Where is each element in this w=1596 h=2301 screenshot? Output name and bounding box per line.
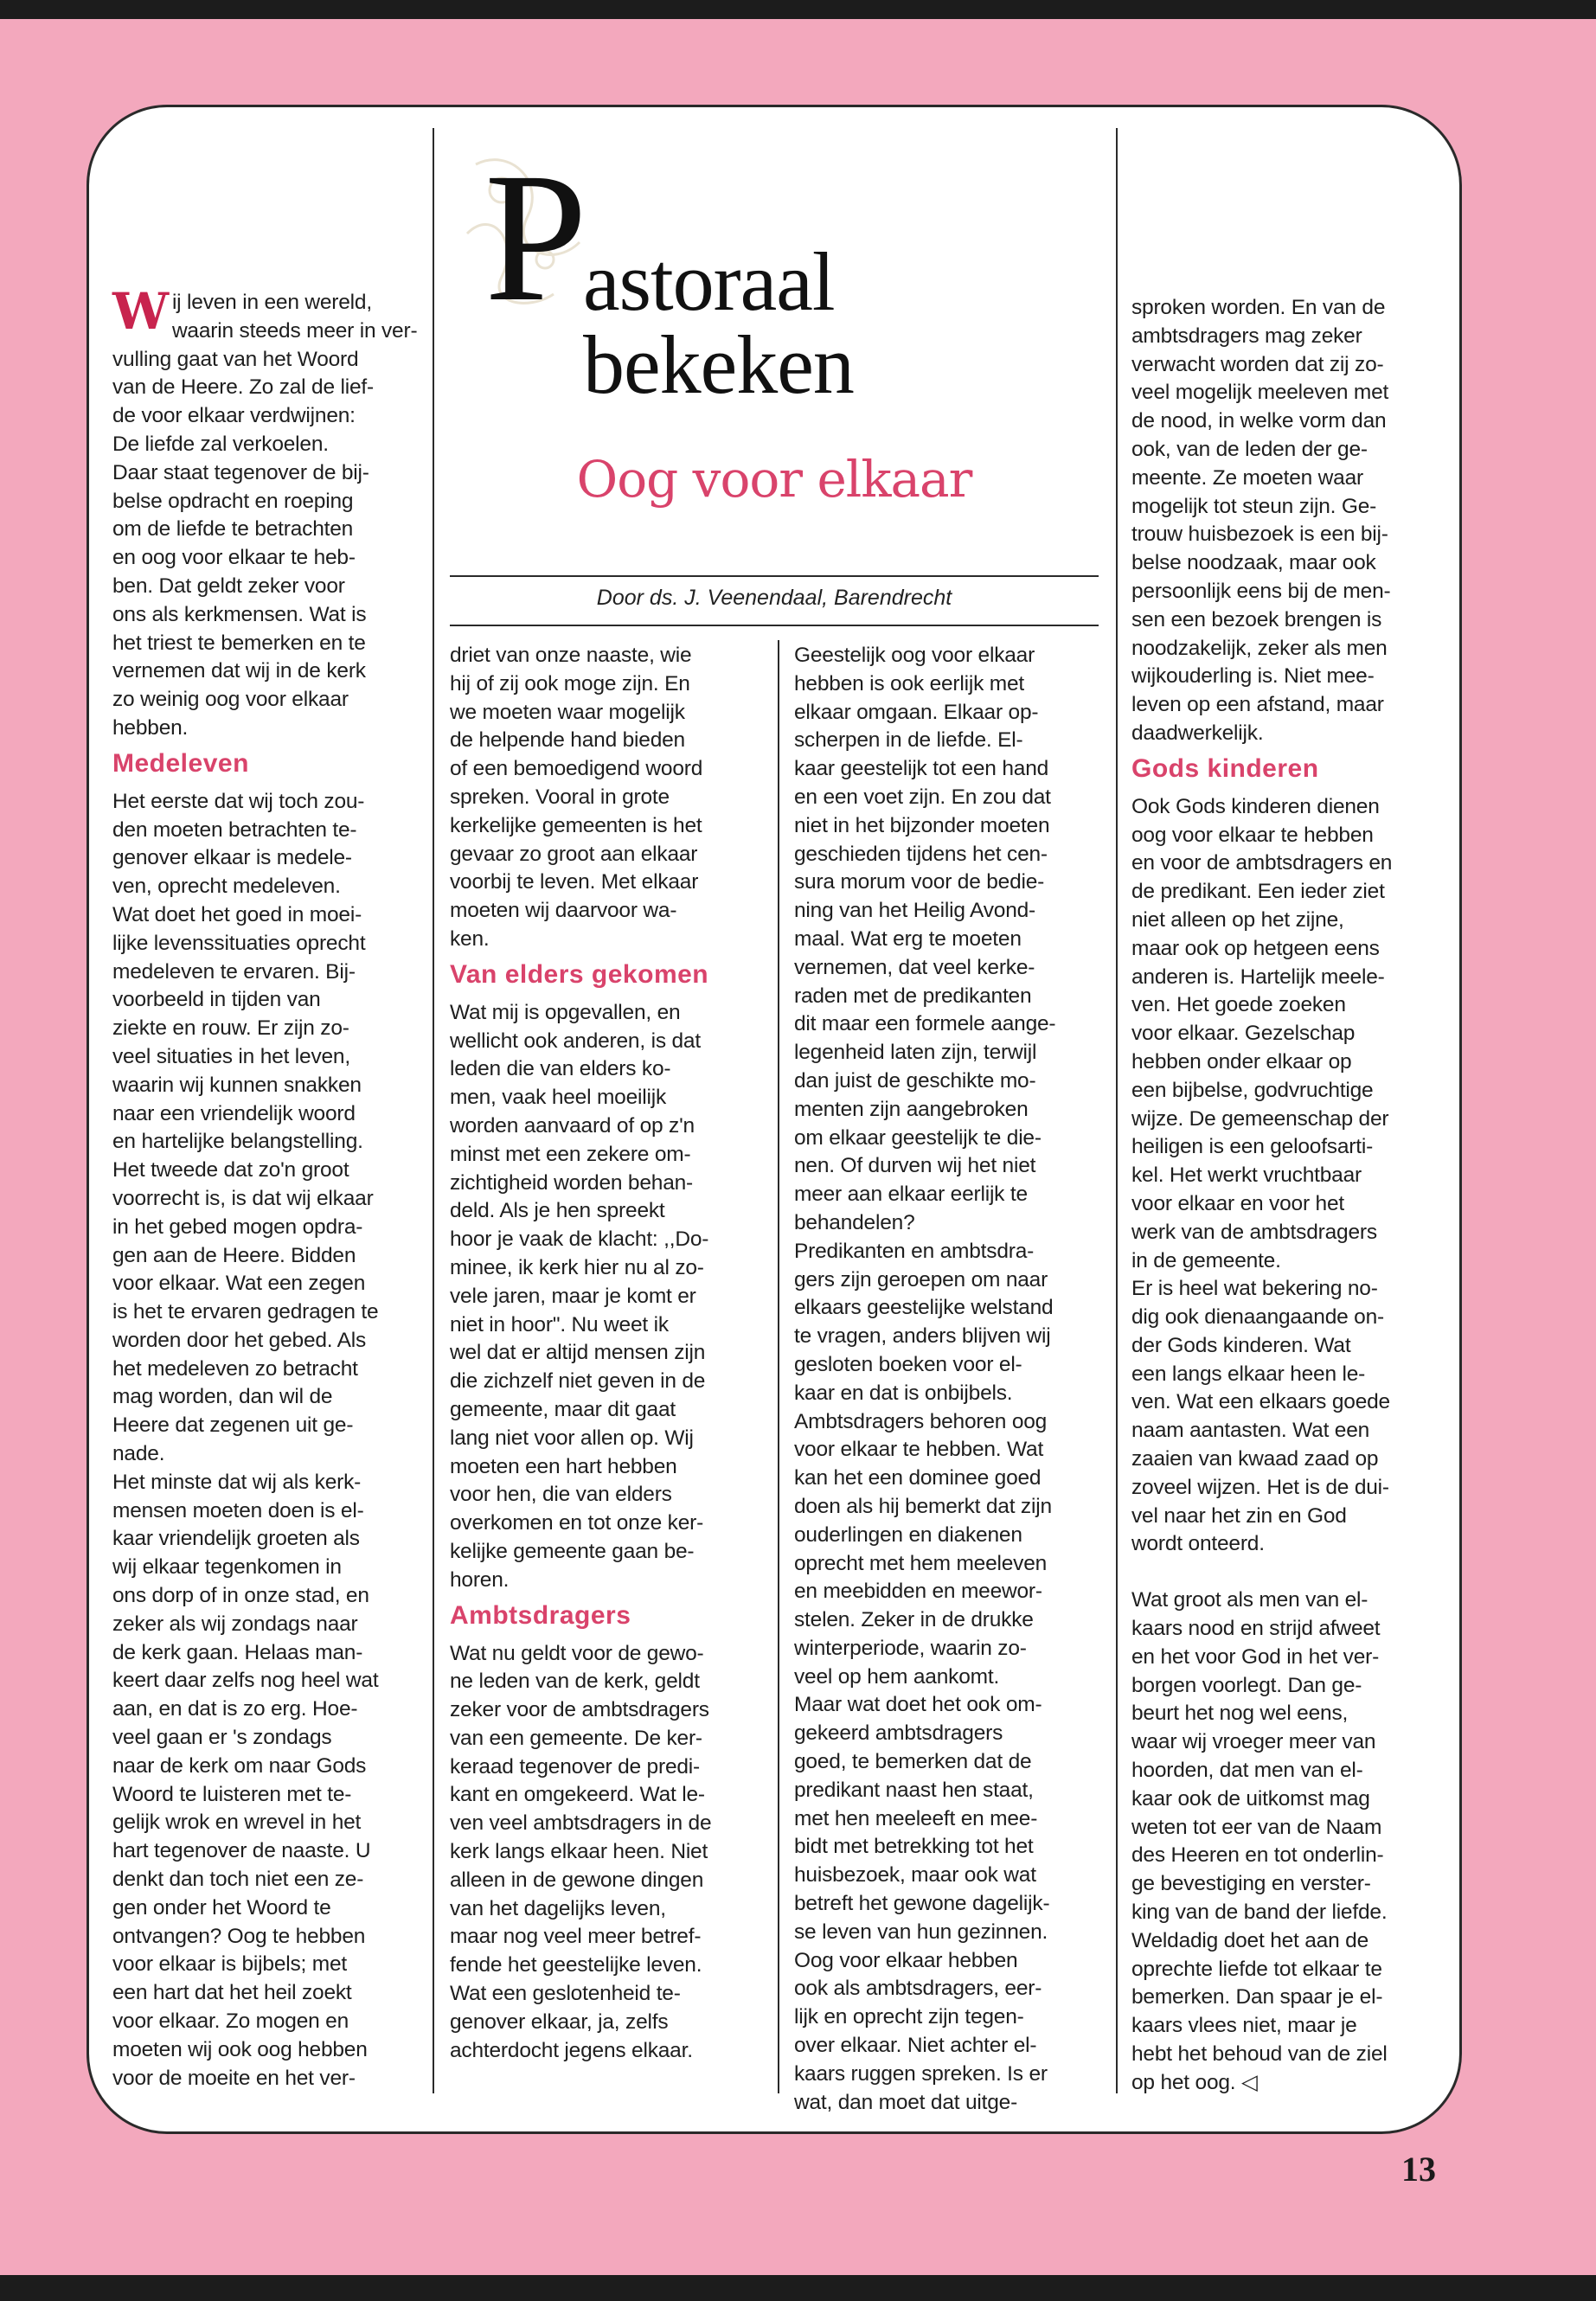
bottom-border xyxy=(0,2275,1596,2301)
column-1 xyxy=(112,282,424,2093)
body-col3: Geestelijk oog voor elkaar hebben is ook eerlijk met elkaar omgaan. Elkaar op- scherpen in de liefde. El- kaar geestelijk tot een hand en een voet zijn. En zou dat niet in het bijzonder moeten geschieden tijdens het cen- sura morum voor de bedie- ning van het Heilig Avond- maal. Wat erg te moeten vernemen, dat veel kerke- raden met de predikanten dit maar een formele aange- legenheid laten zijn, terwijl dan juist de geschikte mo- menten zijn aangebroken om elkaar geestelijk te die- nen. Of durven wij het niet meer aan elkaar eerlijk te behandelen? Predikanten en ambtsdra- gers zijn geroepen om naar elkaars geestelijke welstand te vragen, anders blijven wij gesloten boeken voor el- kaar en dat is onbijbels. Ambtsdragers behoren oog voor elkaar te hebben. Wat kan het een dominee goed doen als hij bemerkt dat zijn ouderlingen en diakenen oprecht met hem meeleven en meebidden en meewor- stelen. Zeker in de drukke winterperiode, waarin zo- veel op hem aankomt. Maar wat doet het ook om- gekeerd ambtsdragers goed, te bemerken dat de predikant naast hen staat, met hen meeleeft en mee- bidt met betrekking tot het huisbezoek, maar ook wat betreft het gewone dagelijk- se leven van hun gezinnen. Oog voor elkaar hebben ook als ambtsdragers, eer- lijk en oprecht zijn tegen- over elkaar. Niet achter el- kaars ruggen spreken. Is er wat, dan moet dat uitge- xyxy=(794,644,1056,2114)
byline: Door ds. J. Veenendaal, Barendrecht xyxy=(596,586,952,610)
page-number: 13 xyxy=(1401,2150,1436,2189)
heading-gods-kinderen: Gods kinderen xyxy=(1131,753,1319,783)
body-van-elders-gekomen: Wat mij is opgevallen, en wellicht ook anderen, is dat leden die van elders ko- men, vaak heel moeilijk worden aanvaard of op z'n minst met een zekere om- zichtigheid worden behan- deld. Als je hen spreekt hoor je vaak de klacht: ,,Do- minee, ik kerk hier nu al zo- vele jaren, maar je komt er niet in hoor". Nu weet ik wel dat er altijd mensen zijn die zichzelf niet geven in de gemeente, maar dit gaat lang niet voor allen op. Wij moeten een hart hebben voor hen, die van elders overkomen en tot onze ker- kelijke gemeente gaan be- horen. xyxy=(450,1000,709,1592)
body-col4-start: sproken worden. En van de ambtsdragers mag zeker verwacht worden dat zij zo- veel mogelijk meeleven met de nood, in welke vorm dan ook, van de leden der ge- meente. Ze moeten waar mogelijk tot steun zijn. Ge- trouw huisbezoek is een bij- belse noodzaak, maar ook persoonlijk eens bij de men- sen een bezoek brengen is noodzakelijk, zeker als men wijkouderling is. Niet mee- leven op een afstand, maar daadwerkelijk. xyxy=(1131,296,1391,745)
article-title xyxy=(484,135,1107,411)
intro-paragraph xyxy=(112,282,424,743)
intro-text: ij leven in een wereld, waarin steeds meer in ver- vulling gaat van het Woord van de Heere. Zo zal de lief- de voor elkaar verdwijnen: De liefde zal verkoelen. Daar staat tegenover de bij- belse opdracht en roeping om de liefde te betrachten en oog voor elkaar te heb- ben. Dat geldt zeker voor ons als kerkmensen. Wat is het triest te bemerken en te vernemen dat wij in de kerk zo weinig oog voor elkaar hebben. xyxy=(112,291,418,740)
body-closing: Wat groot als men van el- kaars nood en strijd afweet en het voor God in het ver- borgen voorlegt. Dan ge- beurt het nog wel eens, waar wij vroeger meer van hoorden, dat men van el- kaar ook de uitkomst mag weten tot eer van de Naam des Heeren en tot onderlin- ge bevestiging en verster- king van de band der liefde. Weldadig doet het aan de oprechte liefde tot elkaar te bemerken. Dan spaar je el- kaars vlees niet, maar je hebt het behoud van de ziel op het oog. ◁ xyxy=(1131,1588,1388,2094)
column-4 xyxy=(1131,294,1452,2098)
article-subtitle: Oog voor elkaar xyxy=(576,450,972,509)
column-rule-3 xyxy=(1116,128,1118,2093)
column-2 xyxy=(450,642,772,2065)
drop-cap: W xyxy=(112,282,169,341)
body-medeleven: Het eerste dat wij toch zou- den moeten betrachten te- genover elkaar is medele- ven, oprecht medeleven. Wat doet het goed in moei- lijke levenssituaties oprecht medeleven te ervaren. Bij- voorbeeld in tijden van ziekte en rouw. Er zijn zo- veel situaties in het leven, waarin wij kunnen snakken naar een vriendelijk woord en hartelijke belangstelling. Het tweede dat zo'n groot voorrecht is, is dat wij elkaar in het gebed mogen opdra- gen aan de Heere. Bidden voor elkaar. Wat een zegen is het te ervaren gedragen te worden door het gebed. Als het medeleven zo betracht mag worden, dan wil de Heere dat zegenen uit ge- nade. Het minste dat wij als kerk- mensen moeten doen is el- kaar vriendelijk groeten als wij elkaar tegenkomen in ons dorp of in onze stad, en zeker als wij zondags naar de kerk gaan. Helaas man- keert daar zelfs nog heel wat aan, en dat is zo erg. Hoe- veel gaan er 's zondags naar de kerk om naar Gods Woord te luisteren met te- gelijk wrok en wrevel in het hart tegenover de naaste. U denkt dan toch niet een ze- gen onder het Woord te ontvangen? Oog te hebben voor elkaar is bijbels; met een hart dat het heil zoekt voor elkaar. Zo mogen en moeten wij ook oog hebben voor de moeite en het ver- xyxy=(112,789,379,2090)
column-rule-1 xyxy=(433,128,434,2093)
heading-medeleven: Medeleven xyxy=(112,748,249,778)
body-ambtsdragers: Wat nu geldt voor de gewo- ne leden van de kerk, geldt zeker voor de ambtsdragers van een gemeente. De ker- keraad tegenover de predi- kant en omgekeerd. Wat le- ven veel ambtsdragers in de kerk langs elkaar heen. Niet alleen in de gewone dingen van het dagelijks leven, maar nog veel meer betref- fende het geestelijke leven. Wat een geslotenheid te- genover elkaar, ja, zelfs achterdocht jegens elkaar. xyxy=(450,1641,712,2062)
title-rest: astoraal bekeken xyxy=(583,235,854,411)
top-border xyxy=(0,0,1596,19)
body-col2-start: driet van onze naaste, wie hij of zij ook moge zijn. En we moeten waar mogelijk de helpende hand bieden of een bemoedigend woord spreken. Vooral in grote kerkelijke gemeenten is het gevaar zo groot aan elkaar voorbij te leven. Met elkaar moeten wij daarvoor wa- ken. xyxy=(450,644,703,951)
body-gods-kinderen: Ook Gods kinderen dienen oog voor elkaar te hebben en voor de ambtsdragers en de predikant. Een ieder ziet niet alleen op het zijne, maar ook op hetgeen eens anderen is. Hartelijk meele- ven. Het goede zoeken voor elkaar. Gezelschap hebben onder elkaar op een bijbelse, godvruchtige wijze. De gemeenschap der heiligen is een geloofsarti- kel. Het werkt vruchtbaar voor elkaar en voor het werk van de ambtsdragers in de gemeente. Er is heel wat bekering no- dig ook dienaangaande on- der Gods kinderen. Wat een langs elkaar heen le- ven. Wat een elkaars goede naam aantasten. Wat een zaaien van kwaad zaad op zoveel wijzen. Het is de dui- vel naar het zin en God wordt onteerd. xyxy=(1131,794,1393,1556)
heading-van-elders-gekomen: Van elders gekomen xyxy=(450,959,709,989)
heading-ambtsdragers: Ambtsdragers xyxy=(450,1600,631,1630)
title-initial: P xyxy=(484,135,588,340)
header-rule-top xyxy=(450,575,1099,577)
column-rule-2 xyxy=(778,640,779,2093)
column-3 xyxy=(794,642,1112,2117)
header-rule-bottom xyxy=(450,625,1099,626)
